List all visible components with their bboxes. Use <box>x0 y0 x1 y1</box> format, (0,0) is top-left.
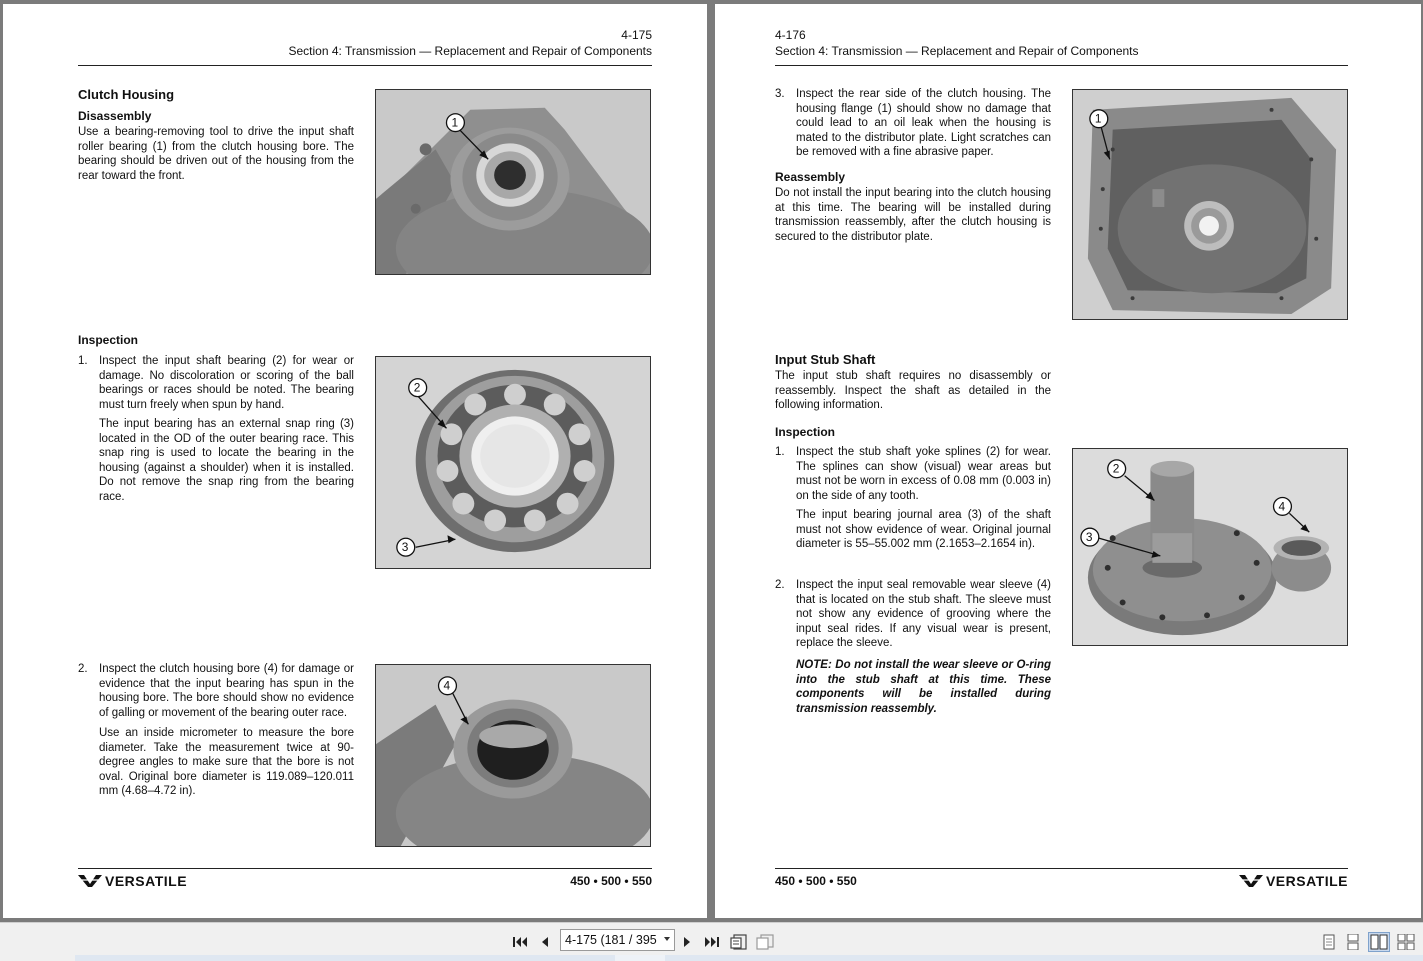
inspection-item-3 <box>775 87 1051 160</box>
next-page-icon[interactable] <box>677 932 697 952</box>
item-number: 2. <box>78 663 88 675</box>
fit-width-icon[interactable] <box>755 932 775 952</box>
item-text: Inspect the rear side of the clutch housing. The housing flange (1) should show no damage that could lead to an oil leak when the housing is mated to the distributor plate. Light scratches can be removed with a fine abrasive paper. <box>796 88 1051 158</box>
first-page-icon[interactable] <box>510 932 530 952</box>
footer-models: 450 • 500 • 550 <box>570 874 652 888</box>
item-number: 2. <box>775 579 785 591</box>
item-text: Inspect the input shaft bearing (2) for wear or damage. No discoloration or scoring of the ball bearings or races should be noted. The bearing must turn freely when spun by hand. <box>99 355 354 411</box>
callout-1: 1 <box>451 115 459 130</box>
versatile-logo: VERSATILE <box>78 873 187 889</box>
inspection-item-2-extra <box>78 726 354 799</box>
footer-rule <box>78 868 652 869</box>
section-title: Section 4: Transmission — Replacement and Repair of Components <box>288 44 652 58</box>
disassembly-heading: Disassembly <box>78 109 152 123</box>
stub-inspection-item-1 <box>775 445 1051 503</box>
reassembly-heading: Reassembly <box>775 170 846 184</box>
status-strip <box>75 955 1423 961</box>
inspection-item-2 <box>78 662 354 720</box>
page-number: 4-176 <box>775 28 806 42</box>
callout-4: 4 <box>1278 499 1286 514</box>
item-text: The input bearing journal area (3) of the shaft must not show evidence of wear. Original journal diameter is 55–55.002 mm (2.1653–2.1654 in). <box>796 509 1051 550</box>
item-number: 3. <box>775 88 785 100</box>
clutch-housing-heading: Clutch Housing <box>78 87 175 102</box>
stub-inspection-item-2 <box>775 578 1051 651</box>
callout-3: 3 <box>1085 530 1093 545</box>
section-title: Section 4: Transmission — Replacement and Repair of Components <box>775 44 1139 58</box>
inspection-item-1-extra <box>78 417 354 504</box>
page-number-field[interactable]: 4-175 (181 / 395 <box>560 929 675 951</box>
item-text: The input bearing has an external snap ring (3) located in the OD of the outer bearing race. This snap ring is used to locate the bearing in the housing (against a shoulder) when it is installed. Do not remove the snap ring from the bearing race. <box>99 418 354 503</box>
callout-3: 3 <box>401 540 409 555</box>
housing-rear-photo <box>1072 89 1348 320</box>
single-page-icon[interactable] <box>1319 932 1339 952</box>
page-number: 4-175 <box>621 28 652 42</box>
inspection-heading: Inspection <box>78 333 139 347</box>
footer-models: 450 • 500 • 550 <box>775 874 857 888</box>
item-number: 1. <box>78 355 88 367</box>
previous-page-icon[interactable] <box>535 932 555 952</box>
item-text: Use an inside micrometer to measure the bore diameter. Take the measurement twice at 90-degree angles to make sure that the bore is not oval. Original bore diameter is 119.089–120.011 mm (4.68–4.72 in). <box>99 727 354 797</box>
stub-shaft-text: The input stub shaft requires no disassembly or reassembly. Inspect the shaft as detailed in the following information. <box>775 370 1051 411</box>
header-rule <box>78 65 652 66</box>
chevron-down-icon[interactable] <box>664 937 670 941</box>
footer-rule <box>775 868 1348 869</box>
header-rule <box>775 65 1348 66</box>
fit-page-icon[interactable] <box>729 932 749 952</box>
callout-4: 4 <box>443 678 451 693</box>
inspection-item-1 <box>78 354 354 412</box>
callout-2: 2 <box>413 380 421 395</box>
reassembly-text: Do not install the input bearing into the clutch housing at this time. The bearing will be installed during transmission reassembly, after the clutch housing is secured to the distributor plate. <box>775 187 1051 243</box>
versatile-logo: VERSATILE <box>1239 873 1348 889</box>
item-text: Inspect the stub shaft yoke splines (2) for wear. The splines can show (visual) wear areas but must not be worn in excess of 0.08 mm (0.003 in) on the side of any tooth. <box>796 446 1051 502</box>
stub-shaft-photo <box>1072 448 1348 646</box>
input-stub-shaft-heading: Input Stub Shaft <box>775 352 876 367</box>
right-page <box>715 4 1421 918</box>
clutch-housing-photo <box>375 89 651 275</box>
ball-bearing-photo <box>375 356 651 569</box>
note-text: NOTE: Do not install the wear sleeve or O-ring into the stub shaft at this time. These components will be installed during transmission reassembly. <box>796 659 1051 715</box>
stub-inspection-item-1-extra <box>775 508 1051 552</box>
item-number: 1. <box>775 446 785 458</box>
two-page-icon[interactable] <box>1368 932 1390 952</box>
two-page-continuous-icon[interactable] <box>1396 932 1416 952</box>
last-page-icon[interactable] <box>702 932 722 952</box>
housing-bore-photo <box>375 664 651 847</box>
item-text: Inspect the clutch housing bore (4) for damage or evidence that the input bearing has spun in the housing bore. The bore should show no evidence of galling or movement of the bearing outer race. <box>99 663 354 719</box>
item-text: Inspect the input seal removable wear sleeve (4) that is located on the stub shaft. The sleeve must not show any evidence of grooving where the input seal rides. If any visual wear is present, replace the sleeve. <box>796 579 1051 649</box>
callout-1: 1 <box>1094 111 1102 126</box>
disassembly-text: Use a bearing-removing tool to drive the input shaft roller bearing (1) from the clutch housing bore. The bearing should be driven out of the housing from the rear toward the front. <box>78 126 354 182</box>
left-page <box>3 4 707 918</box>
callout-2: 2 <box>1112 461 1120 476</box>
inspection-heading: Inspection <box>775 425 836 439</box>
continuous-page-icon[interactable] <box>1343 932 1363 952</box>
